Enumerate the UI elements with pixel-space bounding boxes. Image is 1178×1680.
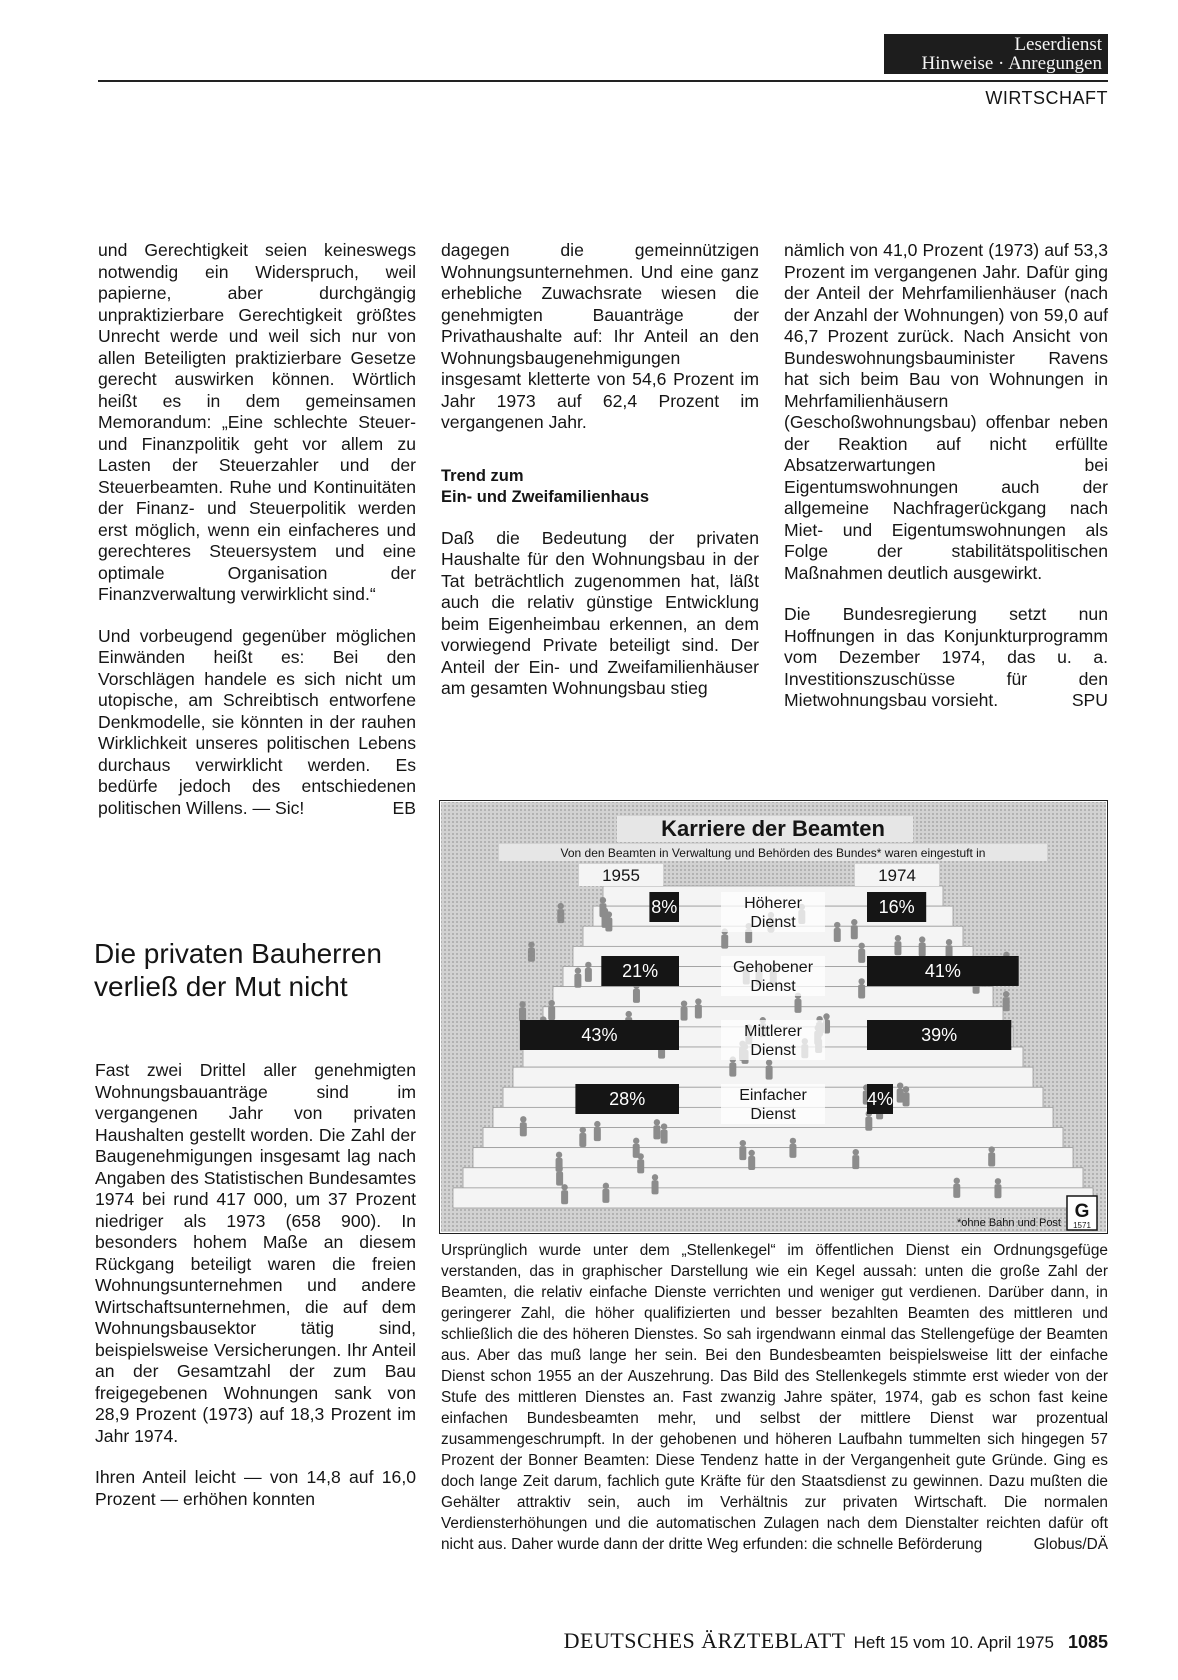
col3-paragraph-2-text: Die Bundesregierung setzt nun Hoffnungen in das Konjunkturprogramm vom Dezember 1974, das u. a. Investitionszuschüsse für den Mietwohnungsbau vorsieht.: [784, 604, 1108, 710]
chart-caption: [441, 1240, 1108, 1555]
article-headline: Die privaten Bauherren verließ der Mut nicht: [94, 938, 382, 1002]
person-figure: [858, 978, 865, 998]
person-figure: [988, 1146, 995, 1166]
category-label-0-0: Höherer: [744, 895, 802, 912]
bar-label-1955-0: 8%: [651, 897, 678, 917]
person-figure: [748, 1150, 755, 1170]
author-signature-eb: EB: [392, 797, 416, 818]
column-1: [98, 240, 416, 819]
person-figure: [653, 1119, 660, 1139]
bar-label-1974-3: 4%: [866, 1089, 894, 1109]
bar-label-1974-2: 39%: [921, 1025, 958, 1045]
author-signature-spu: SPU: [1071, 690, 1108, 710]
article-paragraph-1: Fast zwei Drittel aller genehmigten Wohnungsbauanträge sind im vergangenen Jahr von privaten Haushalten gestellt worden. Die Zahl der Baugenehmigungen insgesamt lag nach Angaben des Statistischen Bundesamtes 1974 bei rund 417 000, um 37 Prozent niedriger als 1973 (658 900). In besonders hohem Maße an diesem Rückgang beteiligt waren die freien Wohnungsunternehmen und andere Wirtschaftsunternehmen, die auf dem Wohnungsbausektor tätig sind, beispielsweise Versicherungen. Ihr Anteil an der Gesamtzahl der zum Bau freigegebenen Wohnungen sank von 28,9 Prozent (1973) auf 18,3 Prozent im Jahr 1974.: [95, 1060, 416, 1446]
person-figure: [548, 1000, 555, 1020]
person-figure: [561, 1184, 568, 1204]
subheading-line-2: Ein- und Zweifamilienhaus: [441, 487, 650, 506]
caption-text: Ursprünglich wurde unter dem „Stellenkegel“ im öffentlichen Dienst ein Ordnungsgefüge verstanden, das in graphischer Darstellung wie ein Kegel aussah: unten die große Zahl der Beamten, die relativ einfache Dienste verrichten und weniger gut verdienen. Darüber dann, in geringerer Zahl, die höher qualifizierten und besser bezahlten Beamten des mittleren und schließlich die des höheren Dienstes. So sah irgendwann einmal das Stellengefüge der Beamten aus. Aber das muß lange her sein. Bei den Bundesbeamten beispielsweise litt der einfache Dienst schon 1955 an der Auszehrung. Das Bild des Stellenkegels stimmte erst wieder von der Stufe des mittleren Dienstes an. Fast zwanzig Jahre später, 1974, gab es schon fast keine einfachen Bundesbeamten mehr, und selbst der mittlere Dienst war prozentual zusammengeschrumpft. In der gehobenen und höheren Laufbahn tummelten sich hingegen 57 Prozent der Bonner Beamten: Diese Tendenz hatte in der Vergangenheit gute Gründe. Ging es doch lange Zeit darum, fachlich gute Kräfte für den Staatsdienst zu gewinnen. Dazu mußten die Gehälter attraktiv sein, auch im Verhältnis zur privaten Wirtschaft. Die normalen Verdiensterhöhungen und die automatischen Zulagen nach dem Dienstalter reichten dafür oft nicht aus. Daher wurde dann der dritte Weg erfunden: die schnelle Beförderung: [441, 1242, 1108, 1553]
chart-title: Karriere der Beamten: [661, 816, 885, 841]
person-figure: [585, 962, 592, 982]
article-subheading: [441, 466, 759, 508]
beamten-karriere-chart: [439, 800, 1108, 1234]
stair-step: [483, 1128, 1063, 1148]
person-figure: [681, 1000, 688, 1020]
category-label-0-1: Dienst: [750, 914, 796, 931]
leserdienst-badge: [884, 34, 1108, 74]
col3-paragraph-2: [784, 604, 1108, 712]
col1-paragraph-2-text: Und vorbeugend gegenüber möglichen Einwänden heißt es: Bei den Vorschlägen handele es sich nicht um utopische, am Schreibtisch entworfene Denkmodelle, sie könnten in der rauhen Wirklichkeit unseres politischen Lebens durchaus verwirklicht werden. Es bedürfe jedoch des entschiedenen politischen Willens. — Sic!: [98, 625, 416, 818]
person-figure: [953, 1178, 960, 1198]
bar-label-1955-3: 28%: [609, 1089, 646, 1109]
person-figure: [852, 1149, 859, 1169]
person-figure: [695, 998, 702, 1018]
person-figure: [557, 903, 564, 923]
column-2: [441, 240, 759, 700]
category-label-2-0: Mittlerer: [744, 1023, 802, 1040]
person-figure: [1003, 991, 1010, 1011]
article-body-col1: [95, 1060, 416, 1510]
col1-paragraph-1: und Gerechtigkeit seien keineswegs notwendig ein Widerspruch, weil papierne, aber durchgängig unpraktizierbare Gerechtigkeit größtes Unrecht werde und weil sich nur von allen Beteiligten praktizierbare Gesetze gerecht auswirken können. Wörtlich heißt es in dem gemeinsamen Memorandum: „Eine schlechte Steuer- und Finanzpolitik geht vor allem zu Lasten der Steuerzahler und der Steuerbeamten. Ruhe und Kontinuitäten der Finanz- und Steuerpolitik werden erst möglich, wenn ein einfacheres und gerechteres Steuersystem und eine optimale Organisation der Finanzverwaltung verwirklicht sind.“: [98, 240, 416, 604]
person-figure: [739, 1140, 746, 1160]
person-figure: [599, 897, 606, 917]
chart-footnote: *ohne Bahn und Post: [957, 1217, 1061, 1229]
person-figure: [574, 968, 581, 988]
bar-label-1974-0: 16%: [878, 897, 915, 917]
bar-label-1955-1: 21%: [622, 961, 659, 981]
col3-paragraph-1: nämlich von 41,0 Prozent (1973) auf 53,3 Prozent im vergangenen Jahr. Dafür ging der Anteil der Mehrfamilienhäuser (nach der Anzahl der Wohnungen) von 59,0 auf 46,7 Prozent zurück. Nach Ansicht von Bundeswohnungsbauminister Ravens hat sich beim Bau von Wohnungen in Mehrfamilienhäusern (Geschoßwohnungsbau) offenbar neben der Reaktion auf nicht erfüllte Absatzerwartungen bei Eigentumswohnungen auch der allgemeine Nachfragerückgang nach Miet- und Eigentumswohnungen als Folge der stabilitätspolitischen Maßnahmen deutlich ausgewirkt.: [784, 240, 1108, 583]
person-figure: [661, 1123, 668, 1143]
person-figure: [528, 942, 535, 962]
page-number: 1085: [1067, 1632, 1108, 1652]
category-label-3-1: Dienst: [750, 1106, 796, 1123]
person-figure: [919, 936, 926, 956]
globus-logo-number: 1571: [1073, 1221, 1091, 1230]
person-figure: [789, 1138, 796, 1158]
section-title: WIRTSCHAFT: [985, 88, 1108, 108]
bar-label-1955-2: 43%: [581, 1025, 618, 1045]
globus-logo-letter: G: [1074, 1201, 1090, 1222]
person-figure: [994, 1178, 1001, 1198]
article-paragraph-2: Ihren Anteil leicht — von 14,8 auf 16,0 Prozent — erhöhen konnten: [95, 1467, 416, 1509]
magazine-name: DEUTSCHES ÄRZTEBLATT: [563, 1628, 846, 1653]
year-label-1974: 1974: [878, 866, 916, 885]
stair-step: [473, 1148, 1073, 1168]
person-figure: [897, 1082, 904, 1102]
year-label-1955: 1955: [602, 866, 640, 885]
column-3: [784, 240, 1108, 712]
col2-paragraph-2: Daß die Bedeutung der privaten Haushalte für den Wohnungsbau in der Tat beträchtlich zugenommen hat, läßt auch die relativ günstige Entwicklung beim Eigenheimbau erkennen, an dem vorwiegend Private beteiligt sind. Der Anteil der Ein- und Zweifamilienhäuser am gesamten Wohnungsbau stieg: [441, 527, 759, 698]
person-figure: [834, 922, 841, 942]
badge-line-1: Leserdienst: [1014, 34, 1102, 55]
col2-paragraph-1: dagegen die gemeinnützigen Wohnungsunternehmen. Und eine ganz erhebliche Zuwachsrate wiesen die genehmigten Bauanträge der Privathaushalte auf: Ihr Anteil an den Wohnungsbaugenehmigungen insgesamt kletterte von 54,6 Prozent im Jahr 1973 auf 62,4 Prozent im vergangenen Jahr.: [441, 240, 759, 432]
person-figure: [894, 935, 901, 955]
category-label-3-0: Einfacher: [739, 1087, 807, 1104]
person-figure: [602, 1183, 609, 1203]
person-figure: [633, 1138, 640, 1158]
caption-credit: Globus/DÄ: [1033, 1536, 1108, 1553]
category-label-2-1: Dienst: [750, 1042, 796, 1059]
person-figure: [766, 1059, 773, 1079]
person-figure: [858, 943, 865, 963]
header-rule: [98, 80, 1108, 82]
person-figure: [652, 1174, 659, 1194]
col1-paragraph-2: [98, 626, 416, 820]
person-figure: [579, 1127, 586, 1147]
person-figure: [556, 1165, 563, 1185]
person-figure: [851, 919, 858, 939]
globus-logo: [1067, 1196, 1097, 1230]
person-figure: [520, 1116, 527, 1136]
chart-subtitle: Von den Beamten in Verwaltung und Behörden des Bundes* waren eingestuft in: [560, 846, 986, 860]
issue-info: Heft 15 vom 10. April 1975: [853, 1633, 1054, 1652]
category-label-1-0: Gehobener: [732, 959, 814, 976]
badge-line-2: Hinweise · Anregungen: [921, 53, 1102, 74]
category-label-1-1: Dienst: [750, 978, 796, 995]
page-footer: [480, 1628, 1108, 1654]
person-figure: [594, 1121, 601, 1141]
subheading-line-1: Trend zum: [441, 466, 524, 485]
bar-label-1974-1: 41%: [924, 961, 961, 981]
person-figure: [519, 1001, 526, 1021]
